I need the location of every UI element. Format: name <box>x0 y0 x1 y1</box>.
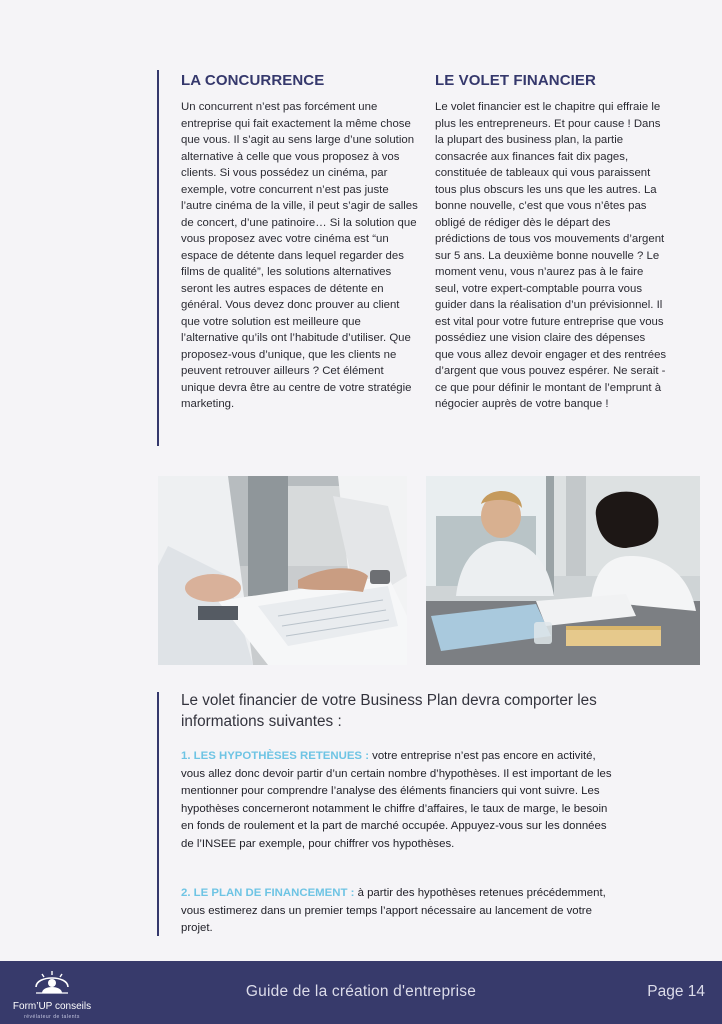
left-rule-bottom <box>157 692 159 936</box>
photo-hands-document <box>158 476 407 665</box>
volet-financier-body: Le volet financier est le chapitre qui effraie le plus les entrepreneurs. Et pour cause ! Dans la plupart des business plan, la partie consacrée aux finances fait dix pages, constituée de tableaux qui vous paraissent tous plus obscurs les uns que les autres. La bonne nouvelle, c’est que vous n’êtes pas obligé de rédiger dès le départ des prédictions de tous vos mouvements d’argent sur 5 ans. La deuxième bonne nouvelle ? Le moment venu, vous n’aurez pas à le faire seul, votre expert-comptable pourra vous guider dans la réalisation d’un prévisionnel. Il est vital pour votre future entreprise que vous possédiez une vision claire des dépenses que vous allez devoir engager et des rentrées d’argent que vous pouvez espérer. Ne serait -ce que pour définir le montant de l’emprunt à négocier auprès de votre banque ! <box>435 101 667 410</box>
concurrence-column <box>181 72 419 413</box>
left-rule-top <box>157 70 159 446</box>
item-hypotheses <box>181 748 621 853</box>
concurrence-body: Un concurrent n’est pas forcément une entreprise qui fait exactement la même chose que vous. Il s’agit au sens large d’une solution alternative à celle que vous proposez à vos clients. Si vous possédez un cinéma, par exemple, votre concurrent n’est pas juste l’autre cinéma de la ville, il peut s’agir de salles de concert, d’une patinoire… Si la solution que vous proposez avec votre cinéma est “un espace de détente dans lequel regarder des films de qualité”, les solutions alternatives seront les autres espaces de détente en général. Vous devez donc prouver au client que votre solution est meilleure que l’alternative qu’ils ont l’habitude d’utiliser. Que proposez-vous d’unique, que les clients ne peuvent retrouver ailleurs ? Cet élément unique devra être au centre de votre stratégie marketing. <box>181 101 418 410</box>
item-plan-financement-text: à partir des hypothèses retenues précédemment, vous estimerez dans un premier temps l’apport nécessaire au lancement de votre projet. <box>181 887 606 934</box>
logo-name: Form’UP conseils <box>12 1001 92 1012</box>
page-footer <box>0 961 722 1024</box>
item-plan-financement-label: 2. LE PLAN DE FINANCEMENT : <box>181 887 355 899</box>
logo-tagline: révélateur de talents <box>24 1014 80 1020</box>
item-plan-financement <box>181 885 621 938</box>
concurrence-title: LA CONCURRENCE <box>181 72 325 89</box>
volet-financier-column <box>435 72 667 413</box>
footer-guide-title: Guide de la création d'entreprise <box>245 983 477 1000</box>
item-hypotheses-label: 1. LES HYPOTHÈSES RETENUES : <box>181 750 369 762</box>
item-hypotheses-text: votre entreprise n’est pas encore en activité, vous allez donc devoir partir d’un certain nombre d’hypothèses. Il est important de les mentionner pour comprendre l’analyse des éléments financiers qui vont suivre. Les hypothèses concerneront notamment le chiffre d’affaires, le taux de marge, le besoin en fonds de roulement et la part de marché occupée. Appuyez-vous sur les données de l’INSEE par exemple, pour chiffrer vos hypothèses. <box>181 750 612 850</box>
page-number: Page 14 <box>647 983 705 1000</box>
photo-meeting-desk <box>426 476 700 665</box>
volet-financier-title: LE VOLET FINANCIER <box>435 72 596 89</box>
financial-intro: Le volet financier de votre Business Plan devra comporter les informations suivantes : <box>181 692 597 730</box>
